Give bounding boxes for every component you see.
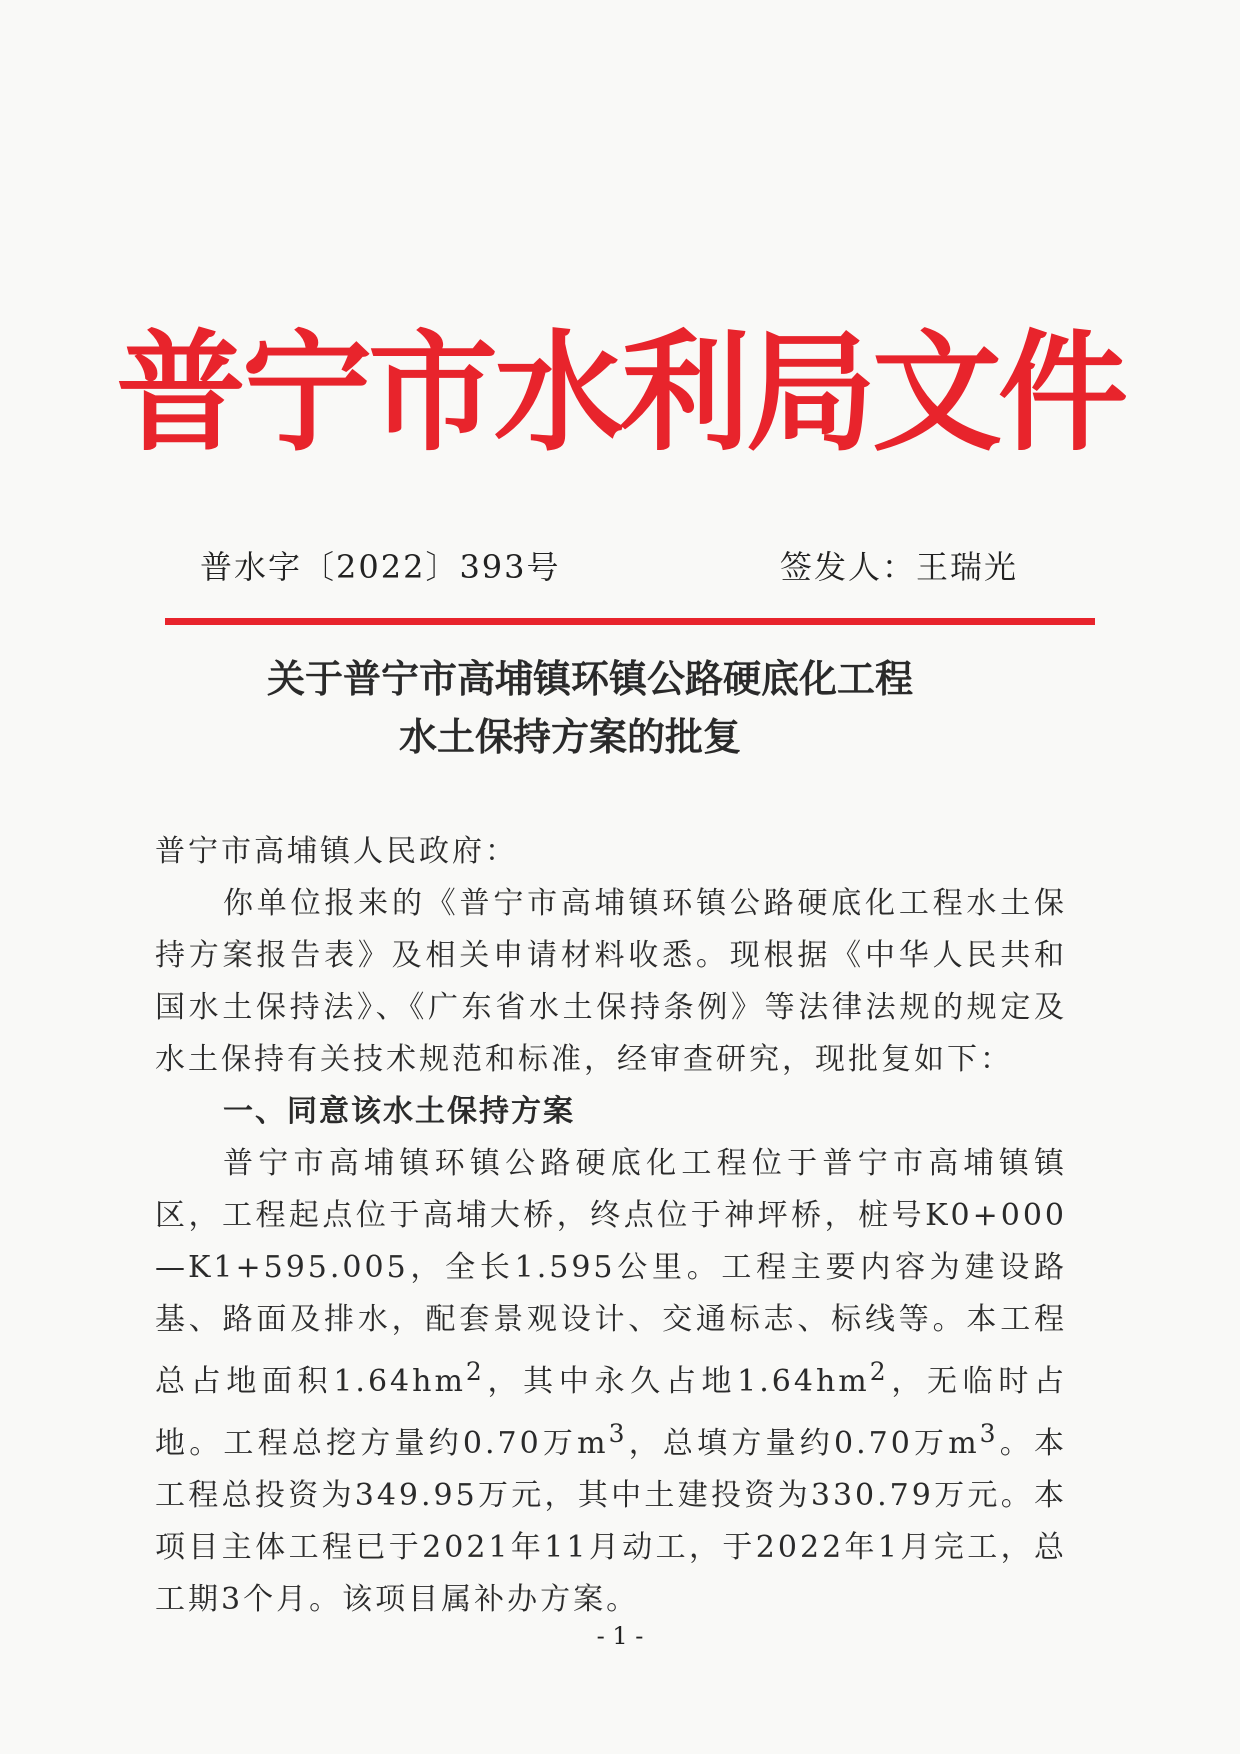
para2-part-d: ，总填方量约0.70万m — [627, 1426, 980, 1461]
page-number: - 1 - — [596, 1622, 644, 1650]
document-title-line1: 关于普宁市高埔镇环镇公路硬底化工程 — [266, 656, 913, 701]
masthead-title: 普宁市水利局文件 — [115, 316, 1124, 469]
document-number: 普水字〔2022〕393号 — [200, 548, 561, 586]
para2-part-e: 。本工程总投资为349.95万元，其中土建投资为330.79万元。本项目主体工程已于2021年11月动工，于2022年1月完工，总工期3个月。该项目属补办方案。 — [155, 1426, 1068, 1617]
para2-part-c: ，无临时占地。工程总挖方量约0.70万m — [155, 1364, 1067, 1461]
superscript-volume-unit: 3 — [608, 1419, 628, 1448]
signer: 签发人：王瑞光 — [780, 548, 1019, 586]
para2-part-b: ，其中永久占地1.64hm — [484, 1364, 870, 1399]
superscript-area-unit: 2 — [465, 1357, 485, 1386]
red-divider-line — [165, 618, 1095, 625]
para2-part-a: 普宁市高埔镇环镇公路硬底化工程位于普宁市高埔镇镇区，工程起点位于高埔大桥，终点位于神坪桥，桩号K0+000—K1+595.005，全长1.595公里。工程主要内容为建设路基、路面及排水，配套景观设计、交通标志、标线等。本工程总占地面积1.64hm — [155, 1146, 1067, 1399]
document-title-line2: 水土保持方案的批复 — [398, 714, 741, 759]
section-heading-1: 一、同意该水土保持方案 — [223, 1094, 575, 1129]
paragraph-intro: 你单位报来的《普宁市高埔镇环镇公路硬底化工程水土保持方案报告表》及相关申请材料收悉。现根据《中华人民共和国水土保持法》、《广东省水土保持条例》等法律法规的规定及水土保持有关技术规范和标准，经审查研究，现批复如下： — [155, 886, 1067, 1077]
superscript-area-unit: 2 — [869, 1357, 889, 1386]
addressee: 普宁市高埔镇人民政府： — [155, 834, 518, 869]
document-body — [155, 826, 1067, 1626]
paragraph-project-description — [155, 1138, 1067, 1626]
superscript-volume-unit: 3 — [979, 1419, 999, 1448]
